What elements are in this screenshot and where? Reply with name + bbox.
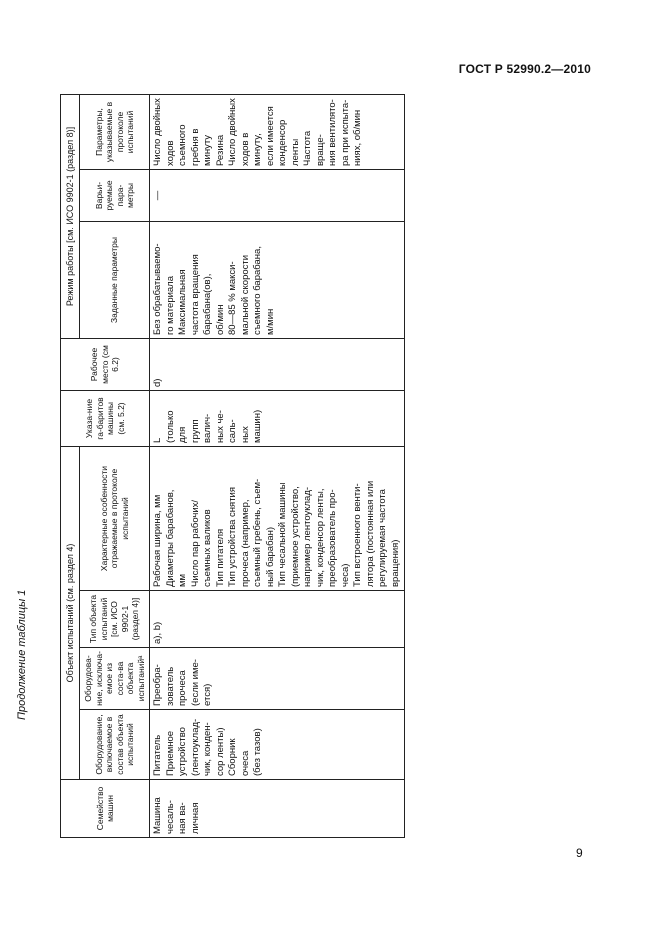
header-family: Семейство машин [61,780,150,838]
line: (приемное устройство, [289,486,301,587]
header-set-params: Заданные параметры [80,222,150,339]
line: чик, конденсор ленты, [314,488,326,587]
line: ходов съемного [164,124,188,166]
line: мм [177,573,188,587]
line: d) [152,378,163,387]
cell-family [150,780,405,838]
line: ных че- [214,410,226,443]
line: частота вращения [189,254,201,335]
line: преобразователь про- [327,489,338,587]
line: Тип чесальной машины [277,482,288,587]
line: очеса [239,750,251,776]
line: лятора (постоянная или [364,480,376,587]
line: Приемное [164,730,176,776]
line: Резина [214,134,226,166]
line: Диаметры барабанов, [164,489,176,587]
line: если имеется [264,106,276,166]
line: валич- [202,413,213,443]
document-id: ГОСТ Р 52990.2—2010 [458,62,591,76]
page-number: 9 [576,846,583,860]
line: Питатель [152,734,163,776]
header-reported: Параметры, указываемые в протоколе испытаний [80,94,150,169]
cell-workplace [150,339,405,391]
line: саль- [227,419,238,443]
line: го материала [164,275,176,335]
line: Максимальная [177,269,188,335]
line: мальной скорости [239,254,251,335]
line: (лентоуклад- [189,718,201,776]
line: ных [239,426,251,443]
line: м/мин [264,308,276,335]
line: — [152,190,163,201]
line: съемный гребень, съем- [252,478,263,587]
header-workplace: Рабочее место (см 6.2) [61,339,150,391]
line: Число пар рабочих/ [189,499,201,587]
cell-excluded [150,648,405,710]
line: ходов в минуту, [239,132,263,166]
line: например лентоуклад- [302,486,313,587]
line: ный барабан) [264,526,276,587]
line: групп [189,419,201,443]
line: Сборник [227,738,238,776]
line: чеса) [339,563,351,587]
line: Преобра- [152,664,163,706]
table-container [60,95,401,838]
header-included: Оборудование, включаемое в состав объекта испытаний [80,710,150,780]
line: L [152,437,163,443]
line: Частота враще- [302,130,326,166]
line: ная ва- [177,802,188,834]
line: (если име- [189,659,201,706]
header-excluded: Оборудова-ние, исключа-емое из соста-ва объекта испытанийᵃ [80,648,150,710]
line: (только [164,410,176,443]
line: барабана(ов), [202,273,213,335]
line: съемных валиков [202,509,213,587]
group-header-mode: Режим работы [см. ИСО 9902-1 (раздел 8)] [61,94,80,338]
line: личная [189,802,201,834]
line: Рабочая ширина, мм [152,494,163,587]
line: ленты [289,138,301,166]
line: гребня в минуту [189,128,213,166]
cell-features [150,447,405,591]
line: ниях, об/мин [352,109,363,166]
line: об/мин [214,304,226,335]
line: ется) [202,683,213,706]
header-object-type: Тип объекта испытаний [см. ИСО 9902-1 (раздел 4)] [80,591,150,648]
line: машин) [252,409,263,443]
cell-varied [150,170,405,222]
header-dimensions: Указа-ние га-баритов машины (см. 5.2) [61,391,150,447]
line: Тип встроенного венти- [352,483,363,587]
line: Число двойных [152,98,163,166]
header-varied: Варьи-руемые пара-метры [80,170,150,222]
line: для [177,426,188,443]
line: чесаль- [164,800,176,834]
line: съемного барабана, [252,246,263,335]
cell-included [150,710,405,780]
line: прочеса (например, [239,499,251,587]
line: Машина [152,797,163,834]
line: Число двойных [227,98,238,166]
cell-dimensions [150,391,405,447]
line: ния вентилято- [327,99,338,166]
standards-table [60,94,405,838]
line: Тип питателя [214,528,226,587]
line: зователь [164,666,176,706]
line: ра при испыта- [339,99,351,166]
line: конденсор [277,119,288,166]
line: (без тазов) [252,728,263,776]
line: устройство [177,727,188,776]
line: регулируемая частота [377,489,388,587]
cell-object-type [150,591,405,648]
line: Тип устройства снятия [227,486,238,587]
line: Без обрабатываемо- [152,243,163,335]
line: прочеса [177,670,188,706]
header-features: Характерные особенности отражаемые в протоколе испытаний [80,447,150,591]
line: 80—85 % макси- [227,261,238,335]
line: чик, конден- [202,722,213,776]
cell-reported [150,94,405,169]
line: а), b) [152,621,163,644]
line: сор ленты) [214,727,226,776]
line: вращения) [389,539,401,587]
cell-set-params [150,222,405,339]
group-header-object: Объект испытаний (см. раздел 4) [61,447,80,780]
table-caption: Продолжение таблицы 1 [16,589,28,720]
